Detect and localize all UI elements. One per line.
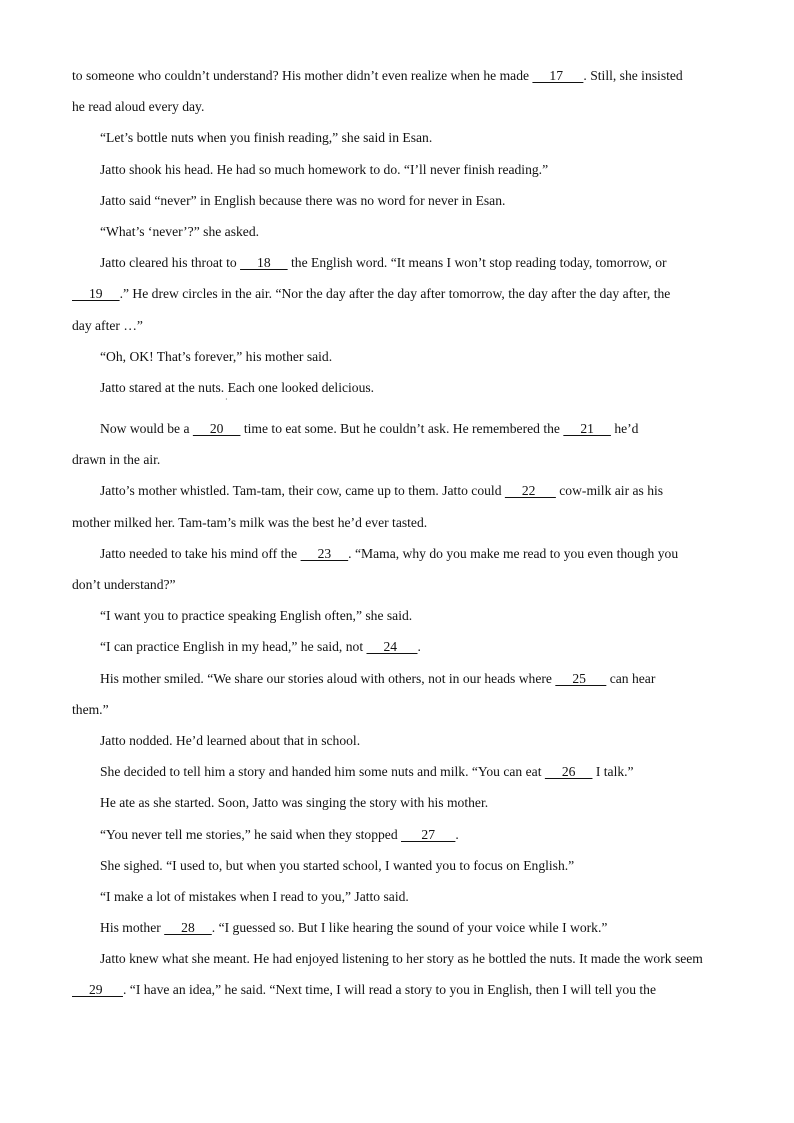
text-line-23 (72, 760, 728, 791)
answer-blank: 29 (72, 982, 123, 998)
text-segment: He ate as she started. Soon, Jatto was singing the story with his mother. (100, 795, 489, 811)
text-segment: “Let’s bottle nuts when you finish reading,” she said in Esan. (100, 130, 433, 146)
text-segment: the English word. “It means I won’t stop reading today, tomorrow, or (287, 255, 667, 271)
text-line-27 (72, 885, 728, 916)
text-line-8 (72, 282, 728, 313)
text-line-24 (72, 791, 728, 822)
text-segment: he’d (610, 421, 639, 437)
text-segment: Jatto’s mother whistled. Tam-tam, their cow, came up to them. Jatto could (100, 483, 505, 499)
text-line-18 (72, 604, 728, 635)
text-line-5 (72, 189, 728, 220)
answer-blank: 20 (192, 421, 241, 437)
text-line-16 (72, 542, 728, 573)
text-segment: time to eat some. But he couldn’t ask. He remembered the (240, 421, 564, 437)
text-segment: he read aloud every day. (72, 99, 205, 115)
text-segment: drawn in the air. (72, 452, 161, 468)
answer-blank: 23 (300, 545, 349, 561)
text-segment: . (417, 639, 421, 655)
text-segment: “I want you to practice speaking English often,” she said. (100, 608, 413, 624)
text-segment: don’t understand?” (72, 577, 176, 592)
text-line-20 (72, 667, 728, 698)
text-line-25 (72, 823, 728, 854)
answer-blank: 28 (164, 920, 212, 936)
text-segment: Jatto nodded. He’d learned about that in school. (100, 732, 361, 748)
text-line-15 (72, 511, 728, 542)
text-segment: Jatto needed to take his mind off the (100, 545, 301, 561)
text-segment: His mother (100, 920, 165, 936)
text-line-1 (72, 64, 728, 95)
text-segment: “I make a lot of mistakes when I read to you,” Jatto said. (100, 888, 409, 904)
text-line-9 (72, 314, 728, 345)
text-segment: “What’s ‘never’?” she asked. (100, 223, 260, 239)
text-segment: . “I have an idea,” he said. “Next time, I will read a story to you in English, then I will tell you the (122, 982, 657, 998)
text-line-6 (72, 220, 728, 251)
answer-blank: 19 (72, 286, 120, 302)
text-segment: .” He drew circles in the air. “Nor the day after the day after tomorrow, the day after the day after, the (119, 286, 671, 302)
text-segment: She sighed. “I used to, but when you started school, I wanted you to focus on English.” (100, 857, 575, 873)
text-segment: Jatto cleared his throat to (100, 255, 241, 271)
answer-blank: 18 (240, 255, 288, 271)
answer-blank: 24 (366, 639, 418, 655)
text-segment: “I can practice English in my head,” he said, not (100, 639, 367, 655)
text-segment: Jatto stared at the nuts. Each one looked delicious. (100, 379, 375, 395)
text-line-13 (72, 448, 728, 479)
text-line-17 (72, 573, 728, 604)
text-segment: them.” (72, 701, 109, 717)
text-segment: Jatto said “never” in English because there was no word for never in Esan. (100, 192, 506, 208)
text-line-30 (72, 978, 728, 1009)
text-line-10 (72, 345, 728, 376)
text-segment: I talk.” (592, 764, 634, 780)
text-line-7 (72, 251, 728, 282)
answer-blank: 27 (401, 826, 456, 842)
text-segment: Jatto knew what she meant. He had enjoyed listening to her story as he bottled the nuts. It made the work seem (100, 951, 703, 967)
text-segment: . “Mama, why do you make me read to you even though you (348, 545, 679, 561)
text-segment: Jatto shook his head. He had so much homework to do. “I’ll never finish reading.” (100, 161, 549, 177)
text-line-26 (72, 854, 728, 885)
text-segment: mother milked her. Tam-tam’s milk was the best he’d ever tasted. (72, 514, 428, 530)
answer-blank: 22 (504, 483, 556, 499)
text-line-28 (72, 916, 728, 947)
text-line-21 (72, 698, 728, 729)
answer-blank: 17 (532, 68, 584, 83)
stray-mark: · (225, 395, 228, 404)
text-line-22 (72, 729, 728, 760)
passage-text (72, 64, 728, 1010)
text-line-3 (72, 126, 728, 157)
text-segment: She decided to tell him a story and handed him some nuts and milk. “You can eat (100, 764, 545, 780)
text-segment: Now would be a (100, 421, 193, 437)
text-segment: . (455, 826, 459, 842)
text-line-2 (72, 95, 728, 126)
text-line-14 (72, 479, 728, 510)
answer-blank: 25 (555, 670, 607, 686)
text-segment: . Still, she insisted (583, 68, 683, 83)
text-segment: . “I guessed so. But I like hearing the sound of your voice while I work.” (211, 920, 608, 936)
text-segment: “You never tell me stories,” he said when they stopped (100, 826, 402, 842)
text-segment: day after …” (72, 317, 143, 333)
text-line-29 (72, 947, 728, 978)
answer-blank: 21 (563, 421, 611, 437)
text-line-11 (72, 376, 728, 407)
text-segment: to someone who couldn’t understand? His mother didn’t even realize when he made (72, 68, 533, 83)
answer-blank: 26 (544, 764, 593, 780)
text-segment: His mother smiled. “We share our stories aloud with others, not in our heads where (100, 670, 556, 686)
text-line-19 (72, 635, 728, 666)
text-line-4 (72, 158, 728, 189)
text-segment: cow-milk air as his (555, 483, 664, 499)
text-segment: “Oh, OK! That’s forever,” his mother said. (100, 348, 333, 364)
text-line-12 (72, 417, 728, 448)
text-segment: can hear (606, 670, 656, 686)
